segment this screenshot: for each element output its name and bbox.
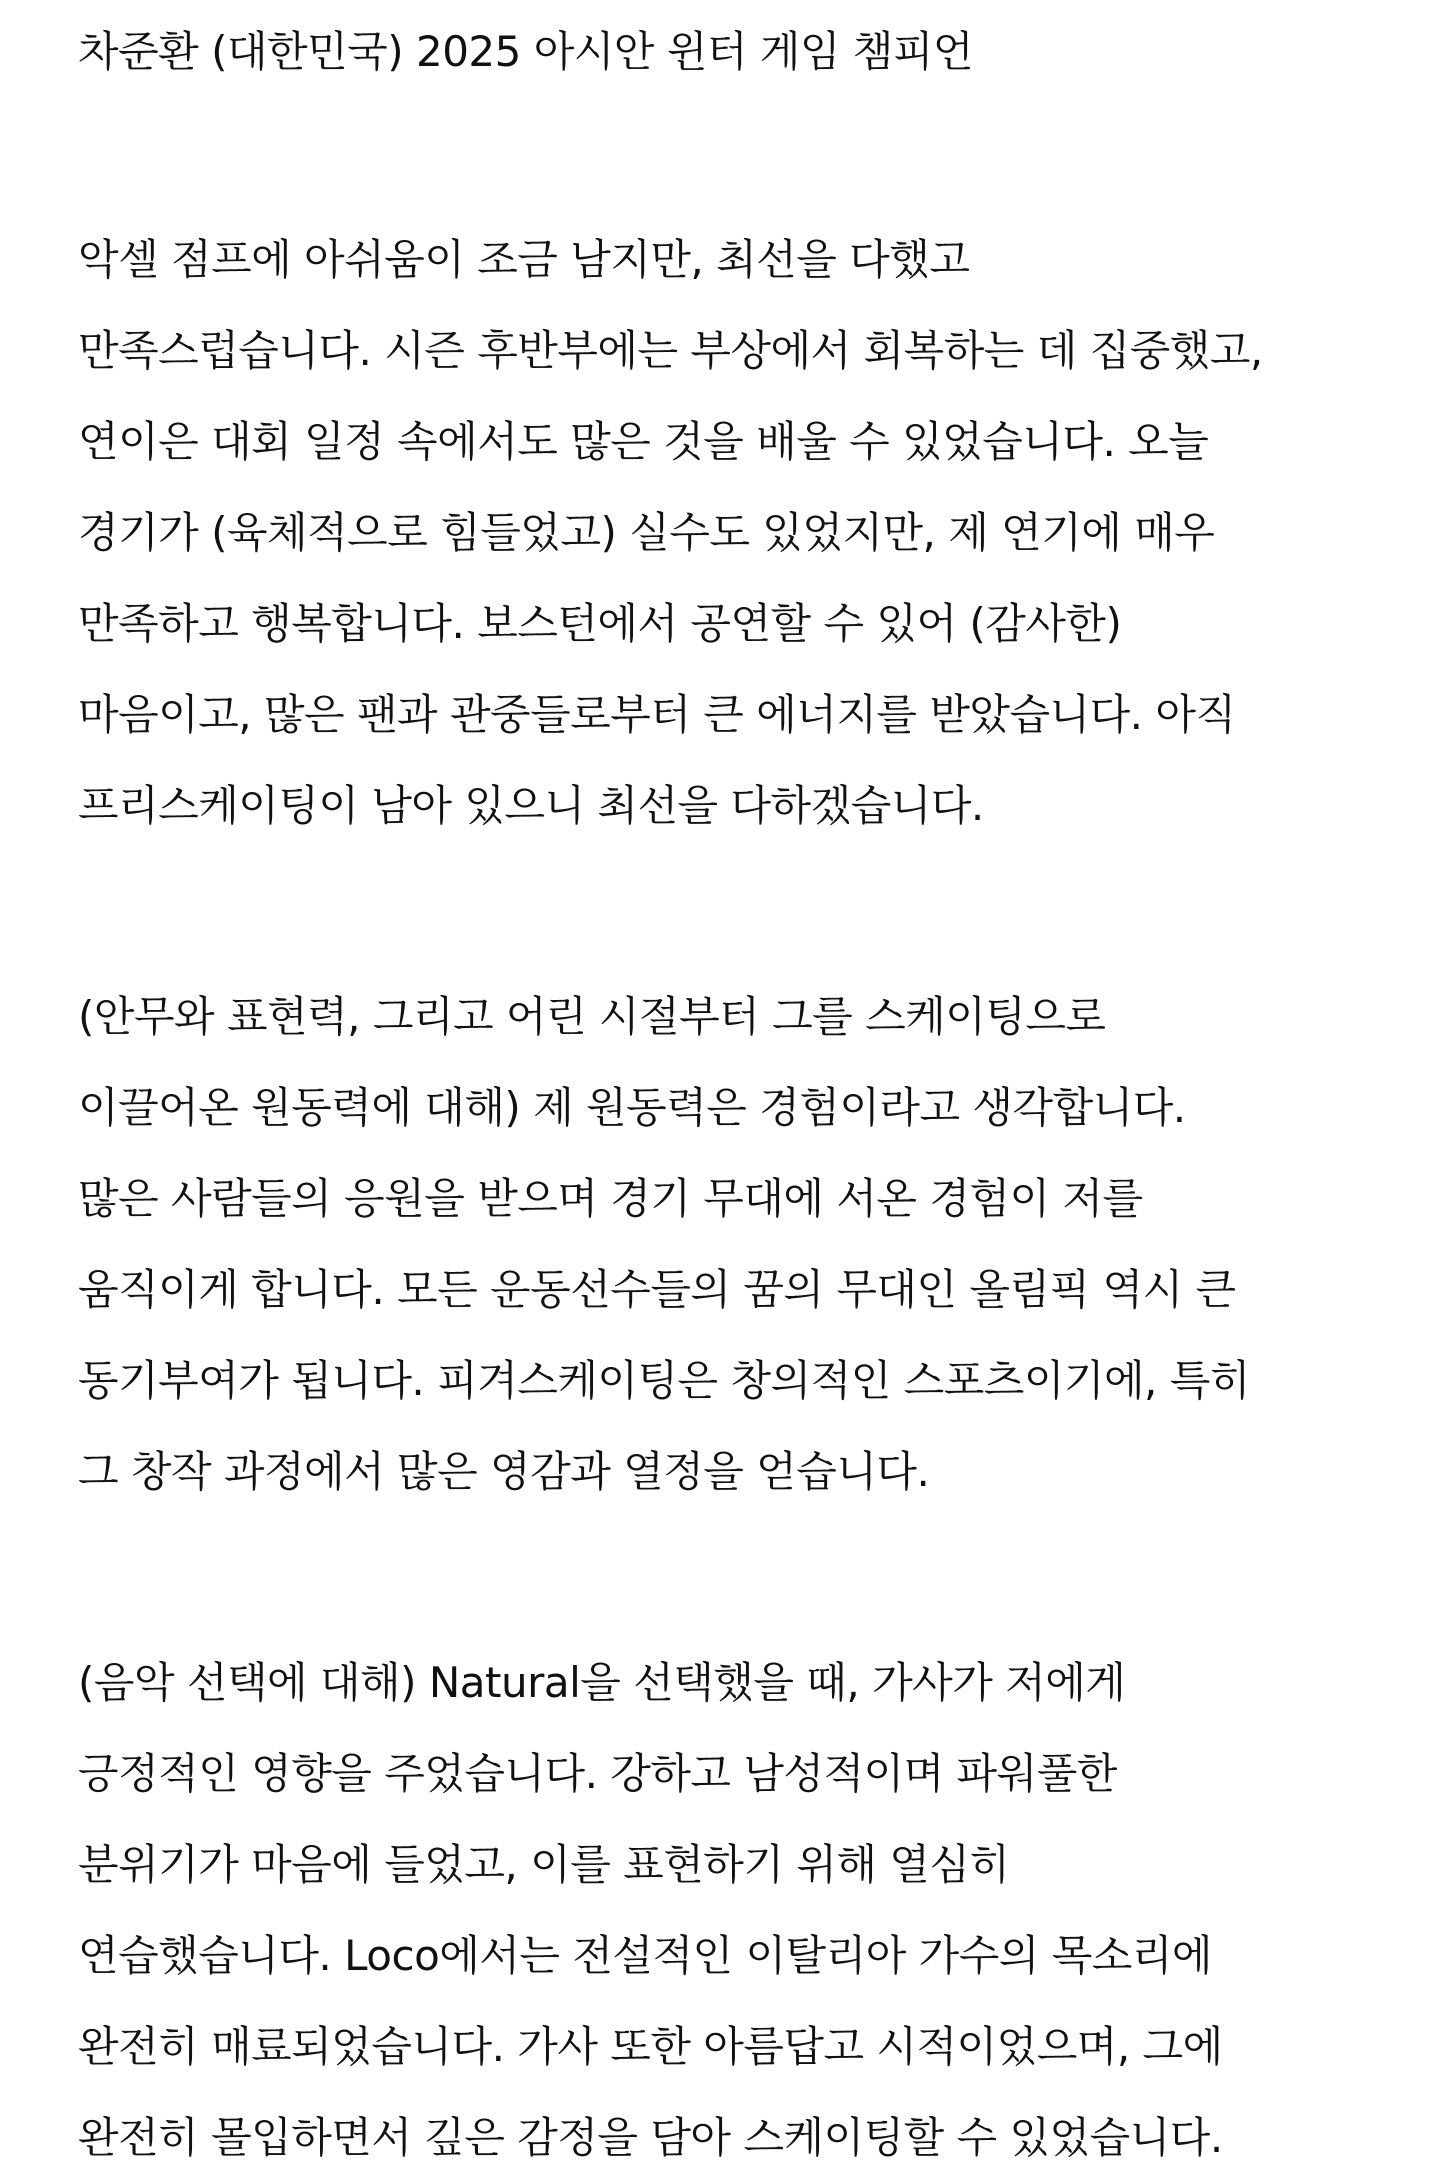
paragraph-line: 프리스케이팅이 남아 있으니 최선을 다하겠습니다.: [78, 781, 984, 830]
paragraph-line: 만족하고 행복합니다. 보스턴에서 공연할 수 있어 (감사한): [78, 599, 1122, 648]
spacer: [78, 851, 1378, 971]
spacer: [78, 1517, 1378, 1637]
paragraph-line: 연습했습니다. Loco에서는 전설적인 이탈리아 가수의 목소리에: [78, 1931, 1212, 1980]
paragraph-line: 악셀 점프에 아쉬움이 조금 남지만, 최선을 다했고: [78, 235, 970, 284]
paragraph-line: 마음이고, 많은 팬과 관중들로부터 큰 에너지를 받았습니다. 아직: [78, 690, 1236, 739]
paragraph-line: 그 창작 과정에서 많은 영감과 열정을 얻습니다.: [78, 1447, 930, 1496]
article-heading: 차준환 (대한민국) 2025 아시안 윈터 게임 챔피언: [78, 27, 973, 76]
paragraph-line: 경기가 (육체적으로 힘들었고) 실수도 있었지만, 제 연기에 매우: [78, 508, 1215, 557]
paragraph-line: 완전히 매료되었습니다. 가사 또한 아름답고 시적이었으며, 그에: [78, 2022, 1223, 2071]
paragraph-line: 완전히 몰입하면서 깊은 감정을 담아 스케이팅할 수 있었습니다.: [78, 2113, 1223, 2162]
article: [78, 22, 1378, 2183]
paragraph-line: 이끌어온 원동력에 대해) 제 원동력은 경험이라고 생각합니다.: [78, 1083, 1186, 1132]
paragraph-line: 연이은 대회 일정 속에서도 많은 것을 배울 수 있었습니다. 오늘: [78, 417, 1209, 466]
paragraph-3: [78, 1637, 1378, 2183]
paragraph-line: 움직이게 합니다. 모든 운동선수들의 꿈의 무대인 올림픽 역시 큰: [78, 1265, 1236, 1314]
spacer: [78, 82, 1378, 214]
paragraph-line: 긍정적인 영향을 주었습니다. 강하고 남성적이며 파워풀한: [78, 1749, 1117, 1798]
paragraph-line: (음악 선택에 대해) Natural을 선택했을 때, 가사가 저에게: [78, 1658, 1126, 1707]
paragraph-2: [78, 971, 1378, 1517]
paragraph-line: 만족스럽습니다. 시즌 후반부에는 부상에서 회복하는 데 집중했고,: [78, 326, 1263, 375]
paragraph-line: (안무와 표현력, 그리고 어린 시절부터 그를 스케이팅으로: [78, 992, 1106, 1041]
paragraph-line: 많은 사람들의 응원을 받으며 경기 무대에 서온 경험이 저를: [78, 1174, 1143, 1223]
paragraph-line: 동기부여가 됩니다. 피겨스케이팅은 창의적인 스포츠이기에, 특히: [78, 1356, 1250, 1405]
paragraph-1: [78, 214, 1378, 851]
paragraph-line: 분위기가 마음에 들었고, 이를 표현하기 위해 열심히: [78, 1840, 1010, 1889]
